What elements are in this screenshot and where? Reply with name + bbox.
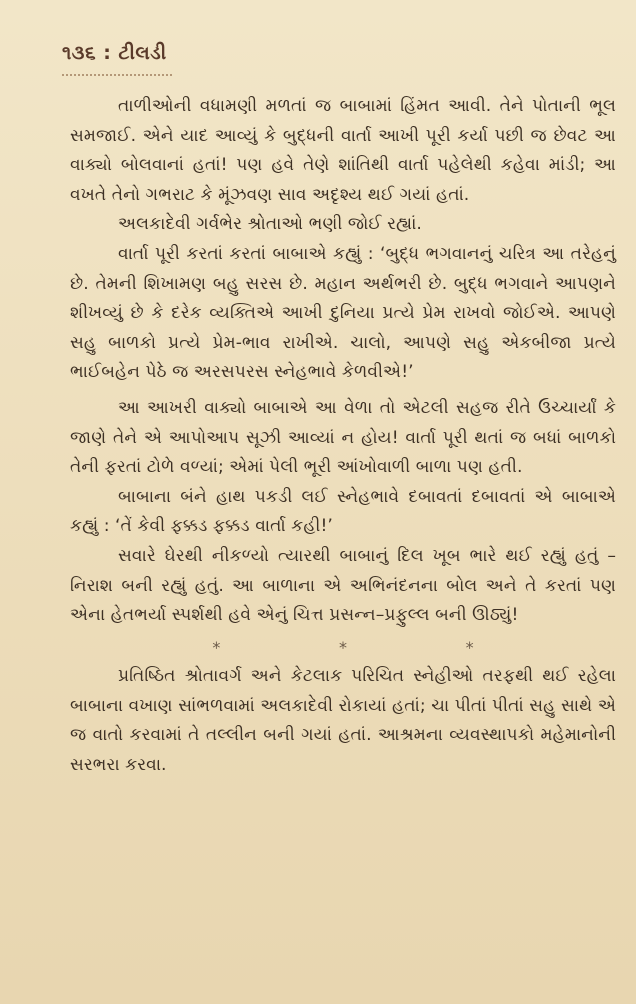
body-text	[70, 92, 616, 781]
paragraph-5: બાબાના બંને હાથ પકડી લઈ સ્નેહભાવે દબાવતાં દબાવતાં એ બાબાએ કહ્યું : ‘તેં કેવી ફક્કડ ફક્કડ વાર્તા કહી!’	[70, 486, 616, 537]
section-separator	[153, 633, 533, 663]
paragraph-6: સવારે ઘેરથી નીકળ્યો ત્યારથી બાબાનું દિલ ખૂબ ભારે થઈ રહ્યું હતું – નિરાશ બની રહ્યું હતું. આ બાળાના એ અભિનંદનના બોલ અને તે કરતાં પણ એના હેતભર્યા સ્પર્શથી હવે એનું ચિત્ત પ્રસન્ન–પ્રફુલ્લ બની ઊઠ્યું!	[70, 545, 616, 626]
page-header: ૧૩૬ : ટીલડી	[62, 42, 167, 64]
separator-star: *	[212, 637, 221, 657]
separator-star: *	[465, 637, 474, 657]
header-underline	[62, 74, 172, 78]
closing-paragraph: પ્રતિષ્ઠિત શ્રોતાવર્ગ અને કેટલાક પરિચિત સ્નેહીઓ તરફથી થઈ રહેલા બાબાના વખાણ સાંભળવામાં અલકાદેવી રોકાયાં હતાં; ચા પીતાં પીતાં સહુ સાથે એ જ વાતો કરવામાં તે તલ્લીન બની ગયાં હતાં. આશ્રમના વ્યવસ્થાપકો મહેમાનોની સરભરા કરવા.	[70, 666, 616, 776]
paragraph-3: વાર્તા પૂરી કરતાં કરતાં બાબાએ કહ્યું : ‘બુદ્ધ ભગવાનનું ચરિત્ર આ તરેહનું છે. તેમની શિખામણ બહુ સરસ છે. મહાન અર્થભરી છે. બુદ્ધ ભગવાને આપણને શીખવ્યું છે કે દરેક વ્યક્તિએ આખી દુનિયા પ્રત્યે પ્રેમ રાખવો જોઈએ. આપણે સહુ બાળકો પ્રત્યે પ્રેમ-ભાવ રાખીએ. ચાલો, આપણે સહુ એકબીજા પ્રત્યે ભાઈબહેન પેઠે જ અરસપરસ સ્નેહભાવે કેળવીએ!’	[70, 243, 616, 383]
paragraph-2: અલકાદેવી ગર્વભેર શ્રોતાઓ ભણી જોઈ રહ્યાં.	[118, 214, 422, 235]
paragraph-1: તાળીઓની વધામણી મળતાં જ બાબામાં હિંમત આવી. તેને પોતાની ભૂલ સમજાઈ. એને યાદ આવ્યું કે બુદ્ધની વાર્તા આખી પૂરી કર્યા પછી જ છેવટ આ વાક્યો બોલવાનાં હતાં! પણ હવે તેણે શાંતિથી વાર્તા પહેલેથી કહેવા માંડી; આ વખતે તેનો ગભરાટ કે મૂંઝવણ સાવ અદૃશ્ય થઈ ગયાં હતાં.	[70, 96, 616, 205]
separator-star: *	[338, 637, 347, 657]
paragraph-4: આ આખરી વાક્યો બાબાએ આ વેળા તો એટલી સહજ રીતે ઉચ્ચાર્યાં કે જાણે તેને એ આપોઆપ સૂઝી આવ્યાં ન હોય! વાર્તા પૂરી થતાં જ બધાં બાળકો તેની ફરતાં ટોળે વળ્યાં; એમાં પેલી ભૂરી આંખોવાળી બાળા પણ હતી.	[70, 397, 616, 478]
